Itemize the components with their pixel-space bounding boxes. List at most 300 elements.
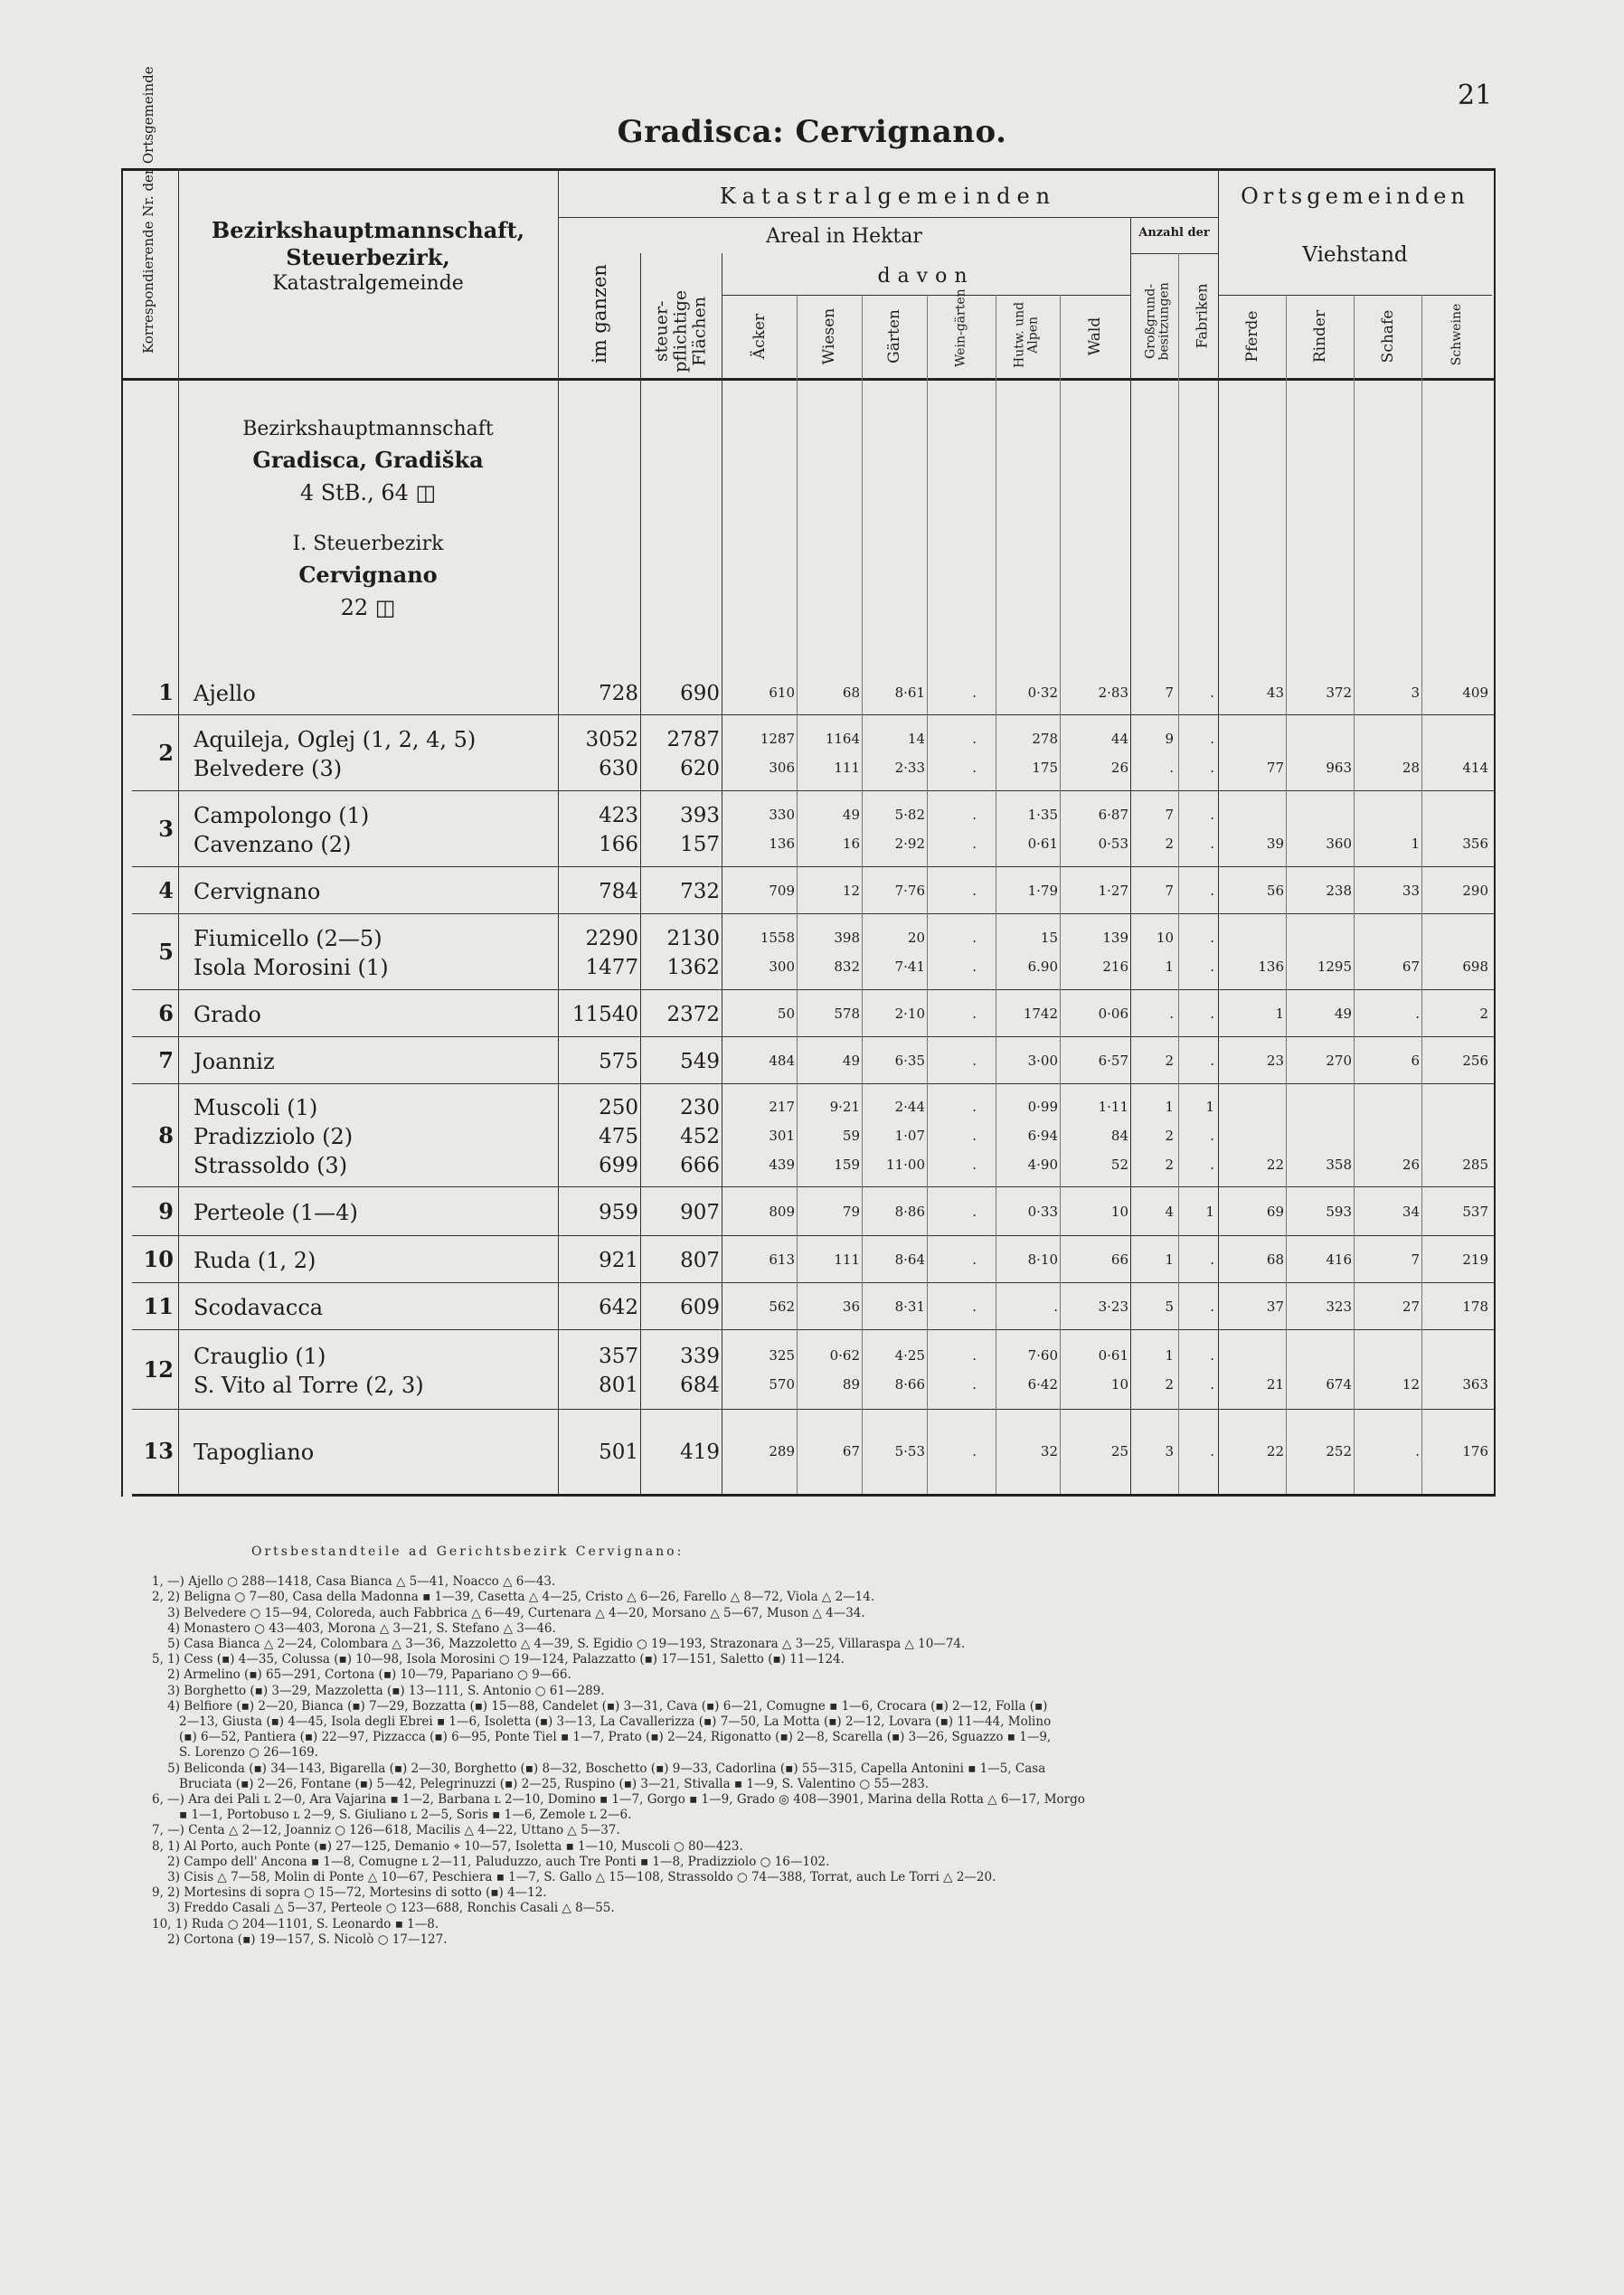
grid-line [862,295,863,1494]
table-bottom-rule [132,1494,1494,1497]
footnote-line: 2, 2) Beligna ○ 7—80, Casa della Madonna ▪ 1—39, Casetta △ 4—25, Cristo △ 6—26, Farello △ 8—72, Viola △ 2—14. [152,1590,875,1605]
header-wiesen: Wiesen [820,307,838,365]
header-steuerpfl: steuer-pflichtige Flächen [651,289,710,373]
cell-wies: 832 [834,959,860,975]
section-line-4: I. Steuerbezirk [292,533,444,555]
cell-steu: 732 [680,880,720,903]
cell-aeck: 325 [769,1347,795,1364]
cell-ganz: 784 [599,880,638,903]
municipality-name: Isola Morosini (1) [194,955,389,980]
row-separator [132,866,1494,867]
cell-gross: 10 [1156,930,1174,946]
header-district-line-3: Katastralgemeinde [272,272,464,295]
cell-pf: 39 [1266,836,1284,852]
cell-sw: 176 [1462,1443,1488,1459]
cell-wies: 49 [842,1053,860,1069]
grid-line [1286,295,1287,1494]
row-separator [132,1036,1494,1037]
cell-hutw: 4·90 [1027,1157,1058,1173]
cell-gross: 7 [1165,685,1174,701]
municipality-name: Cervignano [194,879,321,904]
cell-gaer: 2·92 [894,836,925,852]
cell-ri: 252 [1326,1443,1352,1459]
cell-fab: . [1210,1128,1214,1144]
grid-line [1421,295,1422,1494]
cell-sw: 290 [1462,883,1488,899]
cell-gaer: 4·25 [894,1347,925,1364]
cell-gross: 2 [1165,1376,1174,1393]
cell-aeck: 136 [769,836,795,852]
cell-steu: 2787 [666,728,720,751]
cell-sch: 6 [1411,1053,1420,1069]
section-line-6: 22 ◫ [340,595,396,620]
cell-wies: 1164 [825,731,860,747]
cell-gross: 5 [1165,1299,1174,1315]
cell-steu: 549 [680,1050,720,1073]
cell-fab: . [1210,1251,1214,1268]
footnotes-title: Ortsbestandteile ad Gerichtsbezirk Cervignano: [251,1544,685,1559]
row-number: 3 [158,816,174,842]
cell-wald: 6·87 [1098,807,1128,823]
header-im-ganzen: im ganzen [589,264,610,364]
grid-line [797,295,798,1494]
cell-wies: 16 [842,836,860,852]
cell-gaer: 8·66 [894,1376,925,1393]
row-separator [132,1329,1494,1330]
cell-ri: 593 [1326,1204,1352,1220]
cell-steu: 609 [680,1296,720,1319]
row-number: 5 [158,939,174,965]
footnote-line: S. Lorenzo ○ 26—169. [152,1745,318,1761]
grid-line [1060,295,1061,1494]
row-number: 7 [158,1047,174,1073]
cell-pf: 22 [1266,1443,1284,1459]
cell-sch: 26 [1402,1157,1420,1173]
cell-steu: 907 [680,1201,720,1224]
cell-pf: 43 [1266,685,1284,701]
cell-wein: . [972,1099,977,1115]
footnote-line: 1, —) Ajello ○ 288—1418, Casa Bianca △ 5—41, Noacco △ 6—43. [152,1574,556,1590]
footnote-line: (▪) 6—52, Pantiera (▪) 22—97, Pizzacca (▪) 6—95, Ponte Tiel ▪ 1—7, Prato (▪) 2—24, Rigonatto (▪) 2—8, Scarella (▪) 3—26, Sguazzo ▪ 1—9, [152,1730,1052,1745]
cell-gross: 4 [1165,1204,1174,1220]
municipality-name: Grado [194,1002,261,1027]
cell-gross: 2 [1165,1157,1174,1173]
cell-steu: 807 [680,1249,720,1272]
cell-sch: . [1415,1443,1420,1459]
cell-aeck: 300 [769,959,795,975]
cell-ri: 270 [1326,1053,1352,1069]
municipality-name: S. Vito al Torre (2, 3) [194,1373,424,1398]
municipality-name: Strassoldo (3) [194,1153,348,1178]
cell-wald: 84 [1110,1128,1128,1144]
cell-wald: 6·57 [1098,1053,1128,1069]
row-separator [132,913,1494,914]
header-gaerten: Gärten [885,309,903,364]
row-number: 13 [143,1438,174,1464]
cell-steu: 620 [680,757,720,780]
header-rinder: Rinder [1311,309,1329,364]
cell-wein: . [972,1299,977,1315]
cell-aeck: 809 [769,1204,795,1220]
footnote-line: 3) Freddo Casali △ 5—37, Perteole ○ 123—688, Ronchis Casali △ 8—55. [152,1901,615,1916]
cell-hutw: 3·00 [1027,1053,1058,1069]
cell-wein: . [972,731,977,747]
cell-steu: 452 [680,1125,720,1148]
cell-pf: 136 [1258,959,1284,975]
cell-hutw: 1·79 [1027,883,1058,899]
cell-gaer: 14 [907,731,925,747]
row-separator [132,1186,1494,1187]
cell-ganz: 357 [599,1345,638,1368]
municipality-name: Pradizziolo (2) [194,1124,354,1149]
municipality-name: Cavenzano (2) [194,832,352,857]
cell-aeck: 562 [769,1299,795,1315]
cell-pf: 68 [1266,1251,1284,1268]
footnote-line: 7, —) Centa △ 2—12, Joanniz ○ 126—618, Macilis △ 4—22, Uttano △ 5—37. [152,1823,620,1838]
cell-sw: 219 [1462,1251,1488,1268]
cell-aeck: 610 [769,685,795,701]
municipality-name: Perteole (1—4) [194,1200,358,1225]
cell-gross: 7 [1165,807,1174,823]
grid-line [640,253,641,1494]
cell-fab: . [1210,883,1214,899]
cell-aeck: 709 [769,883,795,899]
cell-wein: . [972,959,977,975]
cell-wies: 9·21 [829,1099,860,1115]
footnote-line: ▪ 1—1, Portobuso ʟ 2—9, S. Giuliano ʟ 2—5, Soris ▪ 1—6, Zemole ʟ 2—6. [152,1808,632,1823]
cell-ganz: 728 [599,682,638,705]
footnote-line: 4) Monastero ○ 43—403, Morona △ 3—21, S. Stefano △ 3—46. [152,1620,556,1636]
cell-ganz: 699 [599,1154,638,1177]
cell-gaer: 11·00 [886,1157,925,1173]
cell-wald: 1·27 [1098,883,1128,899]
cell-pf: 37 [1266,1299,1284,1315]
cell-ri: 963 [1326,760,1352,776]
footnote-line: 5, 1) Cess (▪) 4—35, Colussa (▪) 10—98, Isola Morosini ○ 19—124, Palazzatto (▪) 17—151, Saletto (▪) 11—124. [152,1652,845,1667]
cell-ganz: 1477 [585,956,638,979]
cell-wies: 49 [842,807,860,823]
cell-wald: 10 [1110,1376,1128,1393]
cell-aeck: 330 [769,807,795,823]
cell-hutw: 6·42 [1027,1376,1058,1393]
cell-fab: . [1210,807,1214,823]
header-fabriken: Fabriken [1193,283,1211,349]
cell-fab: 1 [1205,1204,1214,1220]
cell-aeck: 1287 [760,731,795,747]
cell-wald: 1·11 [1098,1099,1128,1115]
cell-gross: 1 [1165,959,1174,975]
row-separator [132,714,1494,715]
cell-fab: . [1210,1006,1214,1022]
cell-gross: 1 [1165,1099,1174,1115]
cell-gross: 2 [1165,836,1174,852]
cell-pf: 77 [1266,760,1284,776]
footnote-line: 8, 1) Al Porto, auch Ponte (▪) 27—125, Demanio ⌖ 10—57, Isoletta ▪ 1—10, Muscoli ○ 80—423. [152,1838,743,1854]
cell-ganz: 575 [599,1050,638,1073]
cell-hutw: 1·35 [1027,807,1058,823]
header-schafe: Schafe [1379,309,1397,364]
cell-gaer: 2·10 [894,1006,925,1022]
cell-fab: . [1210,760,1214,776]
grid-line [178,168,179,1494]
cell-wein: . [972,1157,977,1173]
header-anzahl: Anzahl der [1138,226,1210,240]
cell-ganz: 423 [599,804,638,827]
cell-ri: 674 [1326,1376,1352,1393]
cell-pf: 56 [1266,883,1284,899]
section-line-3: 4 StB., 64 ◫ [299,480,437,505]
cell-gaer: 7·41 [894,959,925,975]
section-line-5: Cervignano [298,562,438,588]
grid-line [558,168,559,1494]
cell-gaer: 8·64 [894,1251,925,1268]
municipality-name: Fiumicello (2—5) [194,926,382,951]
footnote-line: 2) Armelino (▪) 65—291, Cortona (▪) 10—79, Papariano ○ 9—66. [152,1667,571,1683]
header-weingaerten: Wein-gärten [953,288,968,368]
cell-wein: . [972,1006,977,1022]
cell-pf: 22 [1266,1157,1284,1173]
row-number: 4 [158,877,174,903]
row-separator [132,790,1494,791]
cell-ganz: 11540 [571,1003,638,1026]
header-district-line-1: Bezirkshauptmannschaft, [211,217,525,243]
footnote-line: 6, —) Ara dei Pali ʟ 2—0, Ara Vajarina ▪ 1—2, Barbana ʟ 2—10, Domino ▪ 1—7, Gorgo ▪ 1—9, Grado ◎ 408—3901, Marina della Rotta △ 6—17, Morgo [152,1792,1085,1808]
municipality-name: Scodavacca [194,1295,324,1320]
cell-ri: 372 [1326,685,1352,701]
cell-wald: 139 [1102,930,1128,946]
row-number: 1 [158,679,174,705]
cell-sch: 3 [1411,685,1420,701]
cell-steu: 1362 [666,956,720,979]
cell-aeck: 1558 [760,930,795,946]
page-number: 21 [1458,80,1493,111]
cell-hutw: 15 [1040,930,1058,946]
municipality-name: Ajello [194,681,256,706]
cell-ganz: 959 [599,1201,638,1224]
municipality-name: Belvedere (3) [194,756,343,781]
cell-wald: 0·53 [1098,836,1128,852]
cell-wies: 111 [834,1251,860,1268]
municipality-name: Aquileja, Oglej (1, 2, 4, 5) [194,727,477,752]
cell-wald: 25 [1110,1443,1128,1459]
cell-fab: . [1210,731,1214,747]
cell-gaer: 5·82 [894,807,925,823]
row-number: 9 [158,1198,174,1224]
header-district-line-2: Steuerbezirk, [286,244,450,270]
cell-sch: . [1415,1006,1420,1022]
grid-line [121,378,1494,381]
cell-wies: 111 [834,760,860,776]
grid-line [1354,295,1355,1494]
header-wald: Wald [1086,316,1104,356]
cell-hutw: 8·10 [1027,1251,1058,1268]
cell-sw: 414 [1462,760,1488,776]
header-pferde: Pferde [1243,310,1261,363]
footnote-line: 9, 2) Mortesins di sopra ○ 15—72, Mortesins di sotto (▪) 4—12. [152,1885,547,1901]
cell-steu: 339 [680,1345,720,1368]
header-schweine: Schweine [1449,303,1464,366]
cell-wald: 0·06 [1098,1006,1128,1022]
cell-wies: 398 [834,930,860,946]
cell-wies: 68 [842,685,860,701]
footnote-line: 5) Beliconda (▪) 34—143, Bigarella (▪) 2—30, Borghetto (▪) 8—32, Boschetto (▪) 9—33, Cadorlina (▪) 55—315, Capella Antonini ▪ 1—5, Casa [152,1761,1046,1776]
cell-aeck: 613 [769,1251,795,1268]
header-katastral: Katastralgemeinden [719,184,1057,209]
cell-gaer: 8·61 [894,685,925,701]
cell-steu: 230 [680,1096,720,1119]
cell-steu: 419 [680,1440,720,1464]
row-separator [132,1409,1494,1410]
header-district [178,217,558,297]
cell-ri: 360 [1326,836,1352,852]
cell-gaer: 8·86 [894,1204,925,1220]
cell-wald: 3·23 [1098,1299,1128,1315]
municipality-name: Ruda (1, 2) [194,1248,316,1273]
header-hutweiden: Hutw. und Alpen [1012,301,1041,368]
municipality-name: Campolongo (1) [194,803,370,828]
section-heading [178,414,558,624]
cell-gross: 7 [1165,883,1174,899]
cell-wein: . [972,883,977,899]
cell-fab: . [1210,1443,1214,1459]
row-number: 6 [158,1000,174,1026]
grid-line [927,295,928,1494]
cell-ri: 323 [1326,1299,1352,1315]
cell-hutw: 0·33 [1027,1204,1058,1220]
cell-wies: 159 [834,1157,860,1173]
cell-aeck: 306 [769,760,795,776]
cell-fab: . [1210,930,1214,946]
cell-wies: 578 [834,1006,860,1022]
header-aecker: Äcker [751,313,769,360]
row-separator [132,989,1494,990]
cell-wies: 36 [842,1299,860,1315]
cell-sch: 33 [1402,883,1420,899]
cell-ri: 1295 [1317,959,1352,975]
row-separator [132,1083,1494,1084]
cell-ri: 238 [1326,883,1352,899]
cell-wald: 0·61 [1098,1347,1128,1364]
cell-hutw: 6.90 [1027,959,1058,975]
grid-line [1178,253,1179,1494]
cell-hutw: 175 [1032,760,1058,776]
cell-gaer: 20 [907,930,925,946]
cell-wald: 66 [1110,1251,1128,1268]
cell-ganz: 801 [599,1374,638,1397]
footnote-line: 10, 1) Ruda ○ 204—1101, S. Leonardo ▪ 1—8. [152,1916,439,1931]
municipality-name: Muscoli (1) [194,1095,318,1120]
cell-fab: . [1210,1347,1214,1364]
header-davon: davon [877,265,975,288]
footnote-line: 2—13, Giusta (▪) 4—45, Isola degli Ebrei ▪ 1—6, Isoletta (▪) 3—13, La Cavallerizza (▪) 7—50, La Motta (▪) 2—12, Lovara (▪) 11—44, Molino [152,1714,1052,1730]
cell-wein: . [972,1053,977,1069]
cell-gaer: 2·33 [894,760,925,776]
cell-aeck: 289 [769,1443,795,1459]
cell-fab: . [1210,1157,1214,1173]
cell-ganz: 3052 [585,728,638,751]
cell-gross: . [1169,760,1174,776]
cell-hutw: 0·32 [1027,685,1058,701]
cell-fab: . [1210,1299,1214,1315]
cell-wein: . [972,1204,977,1220]
cell-aeck: 301 [769,1128,795,1144]
cell-wies: 79 [842,1204,860,1220]
cell-wein: . [972,1376,977,1393]
cell-sch: 7 [1411,1251,1420,1268]
cell-steu: 666 [680,1154,720,1177]
cell-gross: 2 [1165,1128,1174,1144]
cell-gaer: 8·31 [894,1299,925,1315]
cell-ri: 416 [1326,1251,1352,1268]
footnote-line: 3) Borghetto (▪) 3—29, Mazzoletta (▪) 13—111, S. Antonio ○ 61—289. [152,1683,605,1698]
cell-wein: . [972,1443,977,1459]
cell-ganz: 250 [599,1096,638,1119]
footnote-line: 2) Cortona (▪) 19—157, S. Nicolò ○ 17—127. [152,1931,448,1947]
cell-gaer: 1·07 [894,1128,925,1144]
grid-line [722,295,1130,296]
cell-sw: 256 [1462,1053,1488,1069]
cell-aeck: 439 [769,1157,795,1173]
cell-steu: 393 [680,804,720,827]
cell-steu: 2372 [666,1003,720,1026]
cell-pf: 1 [1275,1006,1284,1022]
cell-sw: 285 [1462,1157,1488,1173]
section-line-2: Gradisca, Gradiška [252,447,484,473]
header-corr-nr: Korrespondierende Nr. der Ortsgemeinde [140,66,156,354]
cell-ganz: 921 [599,1249,638,1272]
cell-gross: 3 [1165,1443,1174,1459]
municipality-name: Joanniz [194,1049,275,1074]
grid-line [558,217,1218,218]
cell-wein: . [972,1128,977,1144]
cell-wies: 0·62 [829,1347,860,1364]
cell-wald: 26 [1110,760,1128,776]
cell-ri: 358 [1326,1157,1352,1173]
cell-pf: 23 [1266,1053,1284,1069]
cell-sw: 356 [1462,836,1488,852]
footnote-line: 5) Casa Bianca △ 2—24, Colombara △ 3—36, Mazzoletto △ 4—39, S. Egidio ○ 19—193, Strazonara △ 3—25, Villaraspa △ 10—74. [152,1637,966,1652]
cell-gross: 1 [1165,1251,1174,1268]
footnote-line: 4) Belfiore (▪) 2—20, Bianca (▪) 7—29, Bozzatta (▪) 15—88, Candelet (▪) 3—31, Cava (▪) 6—21, Comugne ▪ 1—6, Crocara (▪) 2—12, Folla (▪) [152,1698,1048,1714]
row-number: 10 [143,1246,174,1272]
cell-gross: 9 [1165,731,1174,747]
cell-sch: 34 [1402,1204,1420,1220]
cell-fab: . [1210,1376,1214,1393]
cell-sw: 363 [1462,1376,1488,1393]
cell-ganz: 2290 [585,927,638,950]
footnote-line: 3) Belvedere ○ 15—94, Coloreda, auch Fabbrica △ 6—49, Curtenara △ 4—20, Morsano △ 5—67, Muson △ 4—34. [152,1605,865,1620]
row-number: 12 [143,1356,174,1383]
cell-steu: 684 [680,1374,720,1397]
cell-ganz: 166 [599,833,638,856]
footnote-line: 3) Cisis △ 7—58, Molin di Ponte △ 10—67, Peschiera ▪ 1—7, S. Gallo △ 15—108, Strassoldo ○ 74—388, Torrat, auch Le Torri △ 2—20. [152,1870,996,1885]
cell-pf: 69 [1266,1204,1284,1220]
cell-gaer: 5·53 [894,1443,925,1459]
cell-hutw: 0·99 [1027,1099,1058,1115]
footnote-line: 2) Campo dell' Ancona ▪ 1—8, Comugne ʟ 2—11, Paluduzzo, auch Tre Ponti ▪ 1—8, Pradizziolo ○ 16—102. [152,1854,830,1869]
cell-wein: . [972,1347,977,1364]
cell-sw: 537 [1462,1204,1488,1220]
cell-sw: 2 [1479,1006,1488,1022]
cell-wald: 10 [1110,1204,1128,1220]
cell-sch: 28 [1402,760,1420,776]
grid-line [1130,217,1131,1494]
cell-wein: . [972,685,977,701]
header-grossgrund: Großgrund-besitzungen [1143,282,1172,361]
cell-hutw: 7·60 [1027,1347,1058,1364]
cell-sw: 409 [1462,685,1488,701]
cell-wald: 44 [1110,731,1128,747]
